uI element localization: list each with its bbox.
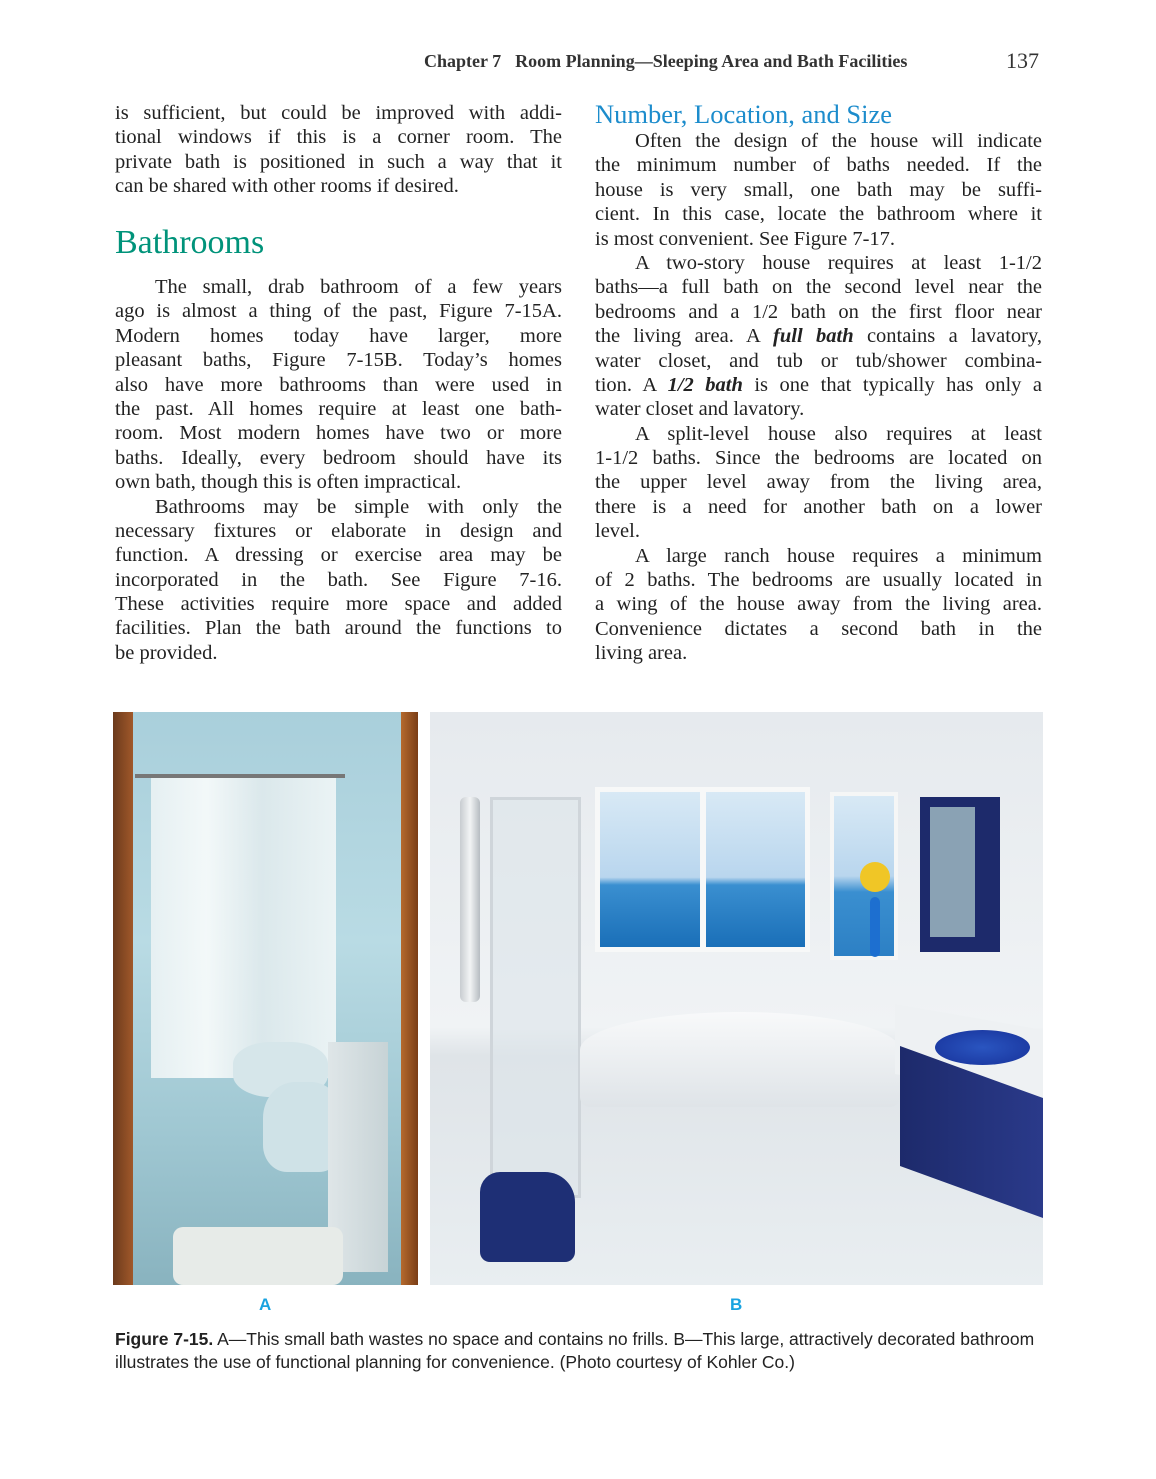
text-line: A split-level house also requires at least [635, 422, 1042, 445]
text-line: the minimum number of baths needed. If the [595, 154, 1042, 177]
paragraph [115, 495, 562, 666]
text-line: is sufficient, but could be improved with addi- [115, 102, 562, 124]
text-segment: is one that typically has only a [742, 373, 1042, 396]
text-line: is most convenient. See Figure 7-17. [595, 227, 896, 250]
text-line: function. A dressing or exercise area may be [115, 544, 562, 567]
text-line: also have more bathrooms than were used in [115, 373, 562, 396]
text-segment: tion. A [595, 373, 668, 396]
text-line: living area. [595, 642, 688, 665]
window-mullion [700, 792, 706, 947]
text-line: cient. In this case, locate the bathroom where it [595, 203, 1042, 226]
section-heading-bathrooms: Bathrooms [115, 224, 265, 261]
figure-label-a: A [259, 1295, 272, 1314]
figure-caption [115, 1328, 1045, 1374]
text-line: private bath is positioned in such a way that it [115, 150, 562, 173]
text-line: incorporated in the bath. See Figure 7-16. [115, 568, 562, 591]
text-line: of 2 baths. The bedrooms are usually located in [595, 569, 1042, 592]
left-body [115, 275, 562, 665]
text-line: bedrooms and a 1/2 bath on the first floor near [595, 300, 1042, 323]
door-frame-left [113, 712, 133, 1285]
shower-curtain [151, 778, 336, 1078]
text-line [595, 324, 1042, 348]
term-emphasis: full bath [773, 325, 854, 348]
door-edge-right [401, 712, 418, 1285]
text-line: Convenience dictates a second bath in the [595, 617, 1042, 640]
page-number: 137 [1006, 48, 1039, 73]
text-line: house is very small, one bath may be suffi- [595, 178, 1042, 201]
text-line: level. [595, 520, 640, 543]
text-line: A large ranch house requires a minimum [635, 544, 1042, 567]
text-line: there is a need for another bath on a lower [595, 495, 1042, 518]
text-line: room. Most modern homes have two or more [115, 422, 562, 445]
text-line: The small, drab bathroom of a few years [155, 276, 562, 298]
chapter-number: Chapter 7 [424, 51, 502, 71]
chapter-title: Room Planning—Sleeping Area and Bath Facilities [515, 51, 908, 71]
corner-bathtub [580, 1012, 900, 1107]
blue-vessel-sink [935, 1030, 1030, 1065]
text-line: These activities require more space and added [115, 593, 562, 616]
text-line: water closet, and tub or tub/shower combina- [595, 349, 1042, 372]
paragraph [595, 129, 1042, 251]
shower-panel [460, 797, 480, 1002]
blue-vase [870, 897, 880, 957]
text-line: the upper level away from the living area, [595, 471, 1042, 494]
photo-small-bathroom [113, 712, 418, 1285]
text-line: a wing of the house away from the living area. [595, 593, 1042, 616]
section-heading-number-location-size: Number, Location, and Size [595, 99, 892, 129]
term-emphasis: 1/2 bath [667, 373, 743, 396]
text-line: water closet and lavatory. [595, 398, 805, 421]
text-line: Bathrooms may be simple with only the [155, 495, 562, 518]
caption-text: A—This small bath wastes no space and contains no frills. B—This large, attractively decorated bathroom illustrates the use of functional planning for convenience. (Photo courtesy of Kohler Co.) [115, 1329, 1035, 1372]
running-head [424, 51, 907, 72]
text-line: Often the design of the house will indicate [635, 130, 1042, 152]
text-segment: the living area. A [595, 325, 774, 348]
paragraph [595, 422, 1042, 544]
text-line: Modern homes today have larger, more [115, 324, 562, 347]
paragraph [595, 251, 1042, 422]
text-line: the past. All homes require at least one bath- [115, 397, 562, 420]
paragraph [595, 544, 1042, 666]
text-line: tional windows if this is a corner room. The [115, 126, 562, 149]
text-line: be provided. [115, 641, 218, 664]
right-body [595, 129, 1042, 666]
bath-mat [173, 1227, 343, 1285]
text-line [595, 373, 1042, 397]
blue-towel [480, 1172, 575, 1262]
yellow-flowers [860, 862, 890, 892]
text-line: own bath, though this is often impractical. [115, 471, 462, 494]
text-line: necessary fixtures or elaborate in design and [115, 519, 562, 542]
cabinet-glass [930, 807, 975, 937]
text-line: 1-1/2 baths. Since the bedrooms are located on [595, 447, 1042, 470]
photo-large-bathroom [430, 712, 1043, 1285]
figure-label-b: B [730, 1295, 743, 1314]
text-line: can be shared with other rooms if desired. [115, 175, 459, 198]
text-line: baths—a full bath on the second level near the [595, 276, 1042, 299]
text-line: baths. Ideally, every bedroom should have its [115, 446, 562, 469]
text-line: A two-story house requires at least 1-1/2 [635, 251, 1042, 274]
shower-enclosure [490, 797, 581, 1198]
paragraph [115, 275, 562, 495]
left-intro-paragraph [115, 101, 562, 199]
text-segment: contains a lavatory, [853, 325, 1043, 348]
caption-label: Figure 7-15. [115, 1329, 214, 1349]
text-line: pleasant baths, Figure 7-15B. Today’s homes [115, 349, 562, 372]
text-line: ago is almost a thing of the past, Figure 7-15A. [115, 300, 562, 323]
text-line: facilities. Plan the bath around the functions to [115, 617, 562, 640]
